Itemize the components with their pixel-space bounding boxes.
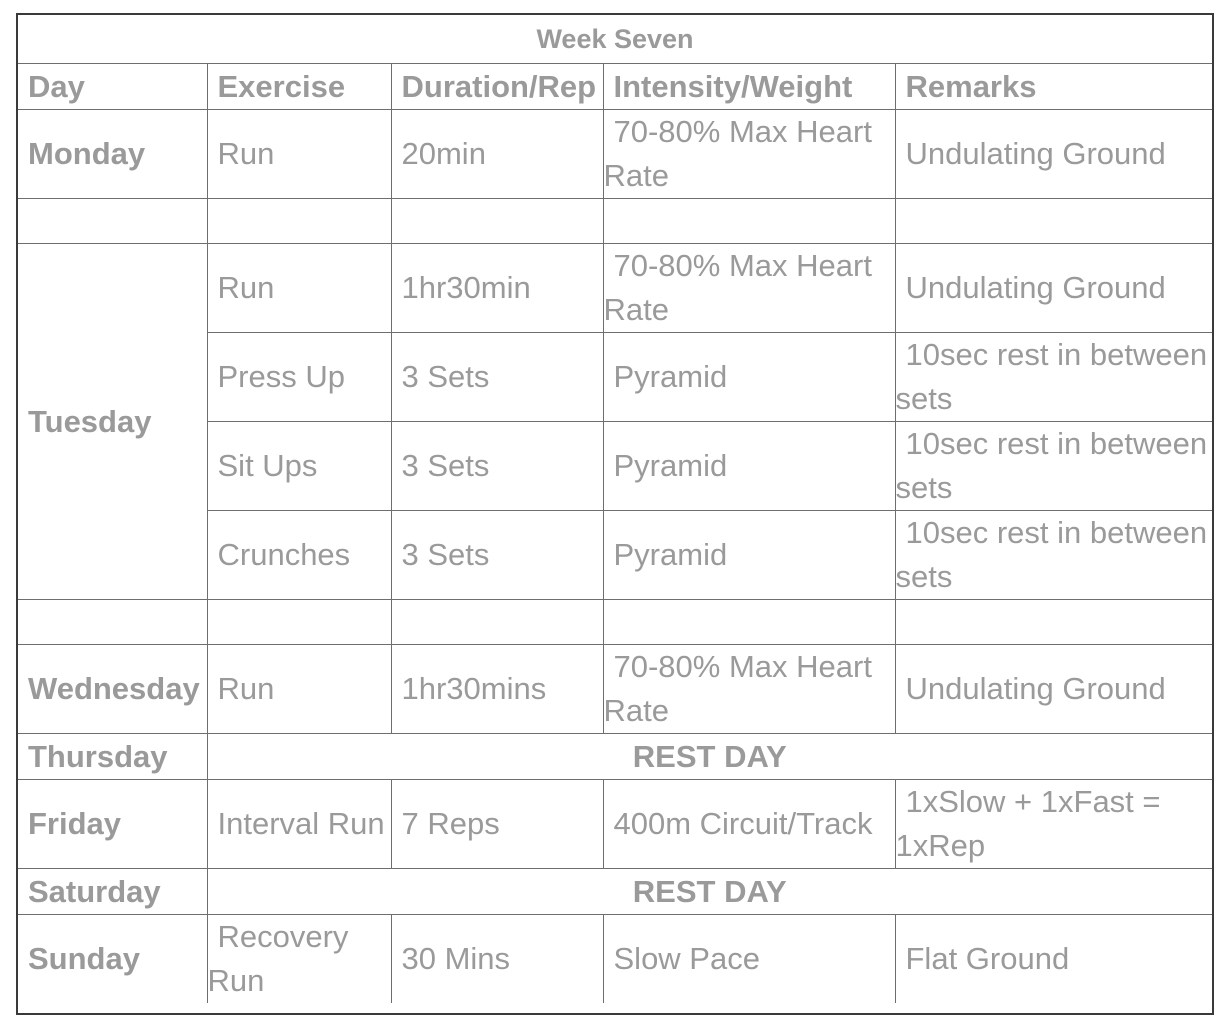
day-cell: Sunday [18,915,207,1004]
table-row-saturday [18,869,1212,915]
exercise-cell: Press Up [207,333,391,422]
table-row-monday [18,110,1212,199]
rest-day-cell: REST DAY [207,734,1212,780]
empty-cell [18,600,207,645]
rest-day-cell: REST DAY [207,869,1212,915]
empty-cell [391,199,603,244]
intensity-cell: 400m Circuit/Track [603,780,895,869]
exercise-cell: Run [207,110,391,199]
header-duration: Duration/Rep [391,64,603,110]
duration-cell: 20min [391,110,603,199]
empty-cell [603,199,895,244]
training-schedule-table [18,15,1212,1003]
duration-cell: 1hr30min [391,244,603,333]
exercise-cell: Run [207,645,391,734]
day-cell: Wednesday [18,645,207,734]
duration-cell: 30 Mins [391,915,603,1004]
intensity-cell: Slow Pace [603,915,895,1004]
intensity-cell: 70-80% Max Heart Rate [603,110,895,199]
remarks-cell: Undulating Ground [895,645,1212,734]
intensity-cell: Pyramid [603,422,895,511]
remarks-cell: Undulating Ground [895,110,1212,199]
remarks-cell: Flat Ground [895,915,1212,1004]
remarks-cell: 1xSlow + 1xFast = 1xRep [895,780,1212,869]
header-intensity: Intensity/Weight [603,64,895,110]
spacer-row [18,600,1212,645]
empty-cell [207,600,391,645]
empty-cell [207,199,391,244]
duration-cell: 3 Sets [391,422,603,511]
intensity-cell: 70-80% Max Heart Rate [603,244,895,333]
empty-cell [895,199,1212,244]
remarks-cell: 10sec rest in between sets [895,422,1212,511]
day-cell: Tuesday [18,244,207,600]
table-row-sunday [18,915,1212,1004]
remarks-cell: Undulating Ground [895,244,1212,333]
exercise-cell: Sit Ups [207,422,391,511]
empty-cell [895,600,1212,645]
remarks-cell: 10sec rest in between sets [895,333,1212,422]
exercise-cell: Crunches [207,511,391,600]
day-cell: Thursday [18,734,207,780]
exercise-cell: Recovery Run [207,915,391,1004]
duration-cell: 1hr30mins [391,645,603,734]
exercise-cell: Interval Run [207,780,391,869]
intensity-cell: Pyramid [603,333,895,422]
table-row-tuesday-1 [18,244,1212,333]
header-row [18,64,1212,110]
remarks-cell: 10sec rest in between sets [895,511,1212,600]
table-row-wednesday [18,645,1212,734]
day-cell: Saturday [18,869,207,915]
header-remarks: Remarks [895,64,1212,110]
intensity-cell: 70-80% Max Heart Rate [603,645,895,734]
day-cell: Friday [18,780,207,869]
header-exercise: Exercise [207,64,391,110]
spacer-row [18,199,1212,244]
empty-cell [603,600,895,645]
header-day: Day [18,64,207,110]
day-cell: Monday [18,110,207,199]
duration-cell: 3 Sets [391,333,603,422]
table-row-friday [18,780,1212,869]
duration-cell: 7 Reps [391,780,603,869]
intensity-cell: Pyramid [603,511,895,600]
duration-cell: 3 Sets [391,511,603,600]
exercise-cell: Run [207,244,391,333]
empty-cell [18,199,207,244]
table-row-thursday [18,734,1212,780]
empty-cell [391,600,603,645]
table-title: Week Seven [18,15,1212,64]
training-table-frame [16,13,1214,1015]
